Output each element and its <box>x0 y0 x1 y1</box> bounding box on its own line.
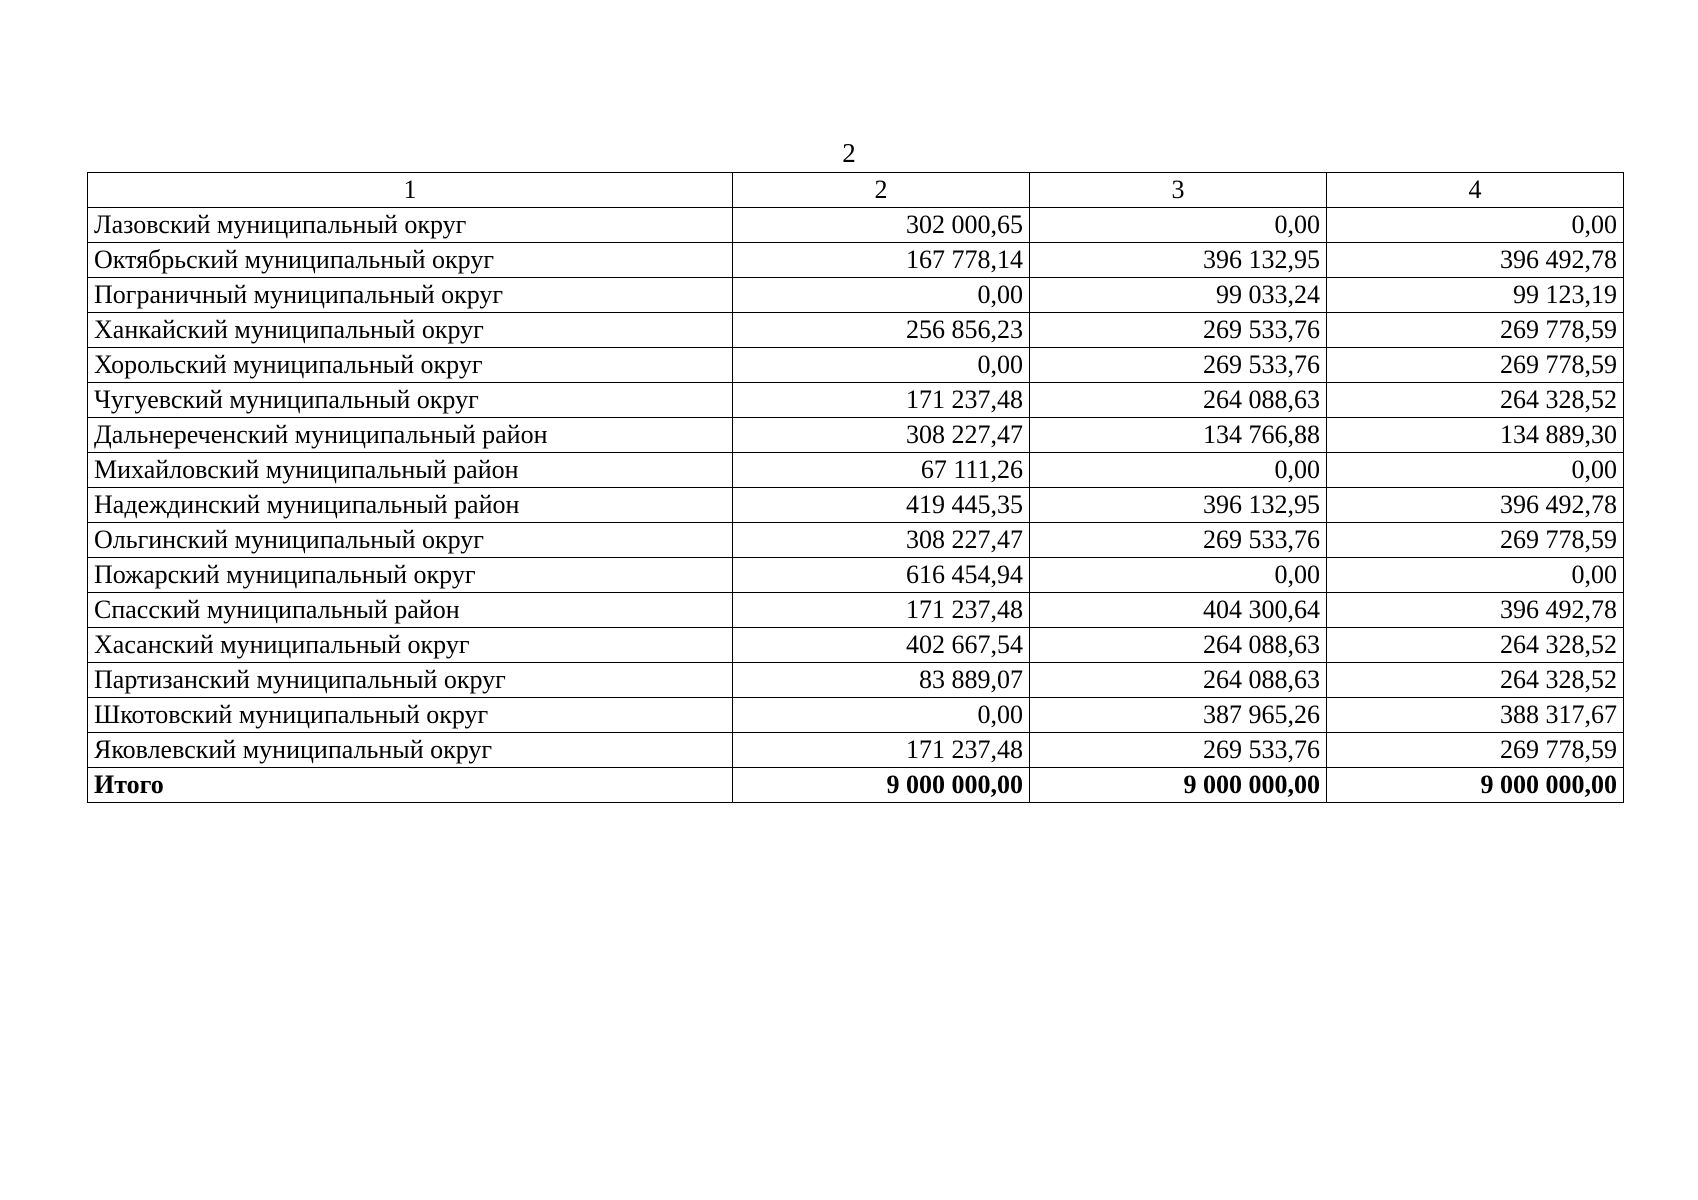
table-row <box>88 558 1624 593</box>
district-name: Партизанский муниципальный округ <box>88 663 733 698</box>
district-name: Спасский муниципальный район <box>88 593 733 628</box>
value-col-2: 0,00 <box>733 698 1030 733</box>
value-col-2: 0,00 <box>733 278 1030 313</box>
table-row <box>88 348 1624 383</box>
value-col-3: 134 766,88 <box>1030 418 1327 453</box>
value-col-4: 264 328,52 <box>1327 383 1624 418</box>
table-row <box>88 733 1624 768</box>
value-col-4: 99 123,19 <box>1327 278 1624 313</box>
district-name: Хасанский муниципальный округ <box>88 628 733 663</box>
value-col-2: 167 778,14 <box>733 243 1030 278</box>
value-col-3: 269 533,76 <box>1030 523 1327 558</box>
value-col-4: 396 492,78 <box>1327 243 1624 278</box>
district-name: Ольгинский муниципальный округ <box>88 523 733 558</box>
value-col-3: 264 088,63 <box>1030 663 1327 698</box>
value-col-2: 302 000,65 <box>733 208 1030 243</box>
page-number: 2 <box>842 138 856 168</box>
table-body <box>88 173 1624 803</box>
value-col-2: 419 445,35 <box>733 488 1030 523</box>
table-row <box>88 488 1624 523</box>
header-row <box>88 173 1624 208</box>
header-cell-4: 4 <box>1327 173 1624 208</box>
value-col-2: 256 856,23 <box>733 313 1030 348</box>
district-name: Надеждинский муниципальный район <box>88 488 733 523</box>
table-row <box>88 418 1624 453</box>
value-col-4: 396 492,78 <box>1327 488 1624 523</box>
district-name: Хорольский муниципальный округ <box>88 348 733 383</box>
value-col-2: 616 454,94 <box>733 558 1030 593</box>
value-col-2: 83 889,07 <box>733 663 1030 698</box>
value-col-2: 171 237,48 <box>733 733 1030 768</box>
district-name: Ханкайский муниципальный округ <box>88 313 733 348</box>
value-col-3: 0,00 <box>1030 208 1327 243</box>
table-row <box>88 663 1624 698</box>
table-row <box>88 698 1624 733</box>
value-col-3: 269 533,76 <box>1030 313 1327 348</box>
value-col-2: 0,00 <box>733 348 1030 383</box>
value-col-4: 0,00 <box>1327 558 1624 593</box>
value-col-4: 269 778,59 <box>1327 348 1624 383</box>
value-col-4: 269 778,59 <box>1327 523 1624 558</box>
district-name: Чугуевский муниципальный округ <box>88 383 733 418</box>
value-col-4: 264 328,52 <box>1327 628 1624 663</box>
value-col-2: 308 227,47 <box>733 523 1030 558</box>
table-row <box>88 628 1624 663</box>
district-name: Лазовский муниципальный округ <box>88 208 733 243</box>
value-col-4: 0,00 <box>1327 208 1624 243</box>
district-name: Яковлевский муниципальный округ <box>88 733 733 768</box>
value-col-4: 269 778,59 <box>1327 733 1624 768</box>
total-value-2: 9 000 000,00 <box>733 768 1030 803</box>
district-name: Пограничный муниципальный округ <box>88 278 733 313</box>
district-name: Дальнереченский муниципальный район <box>88 418 733 453</box>
total-value-3: 9 000 000,00 <box>1030 768 1327 803</box>
header-cell-1: 1 <box>88 173 733 208</box>
allocation-table <box>87 172 1624 803</box>
value-col-4: 269 778,59 <box>1327 313 1624 348</box>
value-col-3: 0,00 <box>1030 453 1327 488</box>
value-col-3: 396 132,95 <box>1030 488 1327 523</box>
value-col-4: 396 492,78 <box>1327 593 1624 628</box>
district-name: Шкотовский муниципальный округ <box>88 698 733 733</box>
table-row <box>88 453 1624 488</box>
value-col-3: 404 300,64 <box>1030 593 1327 628</box>
district-name: Октябрьский муниципальный округ <box>88 243 733 278</box>
value-col-3: 264 088,63 <box>1030 383 1327 418</box>
district-name: Пожарский муниципальный округ <box>88 558 733 593</box>
value-col-3: 99 033,24 <box>1030 278 1327 313</box>
value-col-3: 269 533,76 <box>1030 348 1327 383</box>
total-label: Итого <box>88 768 733 803</box>
value-col-3: 387 965,26 <box>1030 698 1327 733</box>
table-row <box>88 243 1624 278</box>
table-row <box>88 593 1624 628</box>
value-col-2: 402 667,54 <box>733 628 1030 663</box>
total-value-4: 9 000 000,00 <box>1327 768 1624 803</box>
table-row <box>88 278 1624 313</box>
value-col-2: 171 237,48 <box>733 593 1030 628</box>
value-col-3: 269 533,76 <box>1030 733 1327 768</box>
value-col-2: 67 111,26 <box>733 453 1030 488</box>
value-col-4: 134 889,30 <box>1327 418 1624 453</box>
table-row <box>88 208 1624 243</box>
value-col-4: 264 328,52 <box>1327 663 1624 698</box>
value-col-3: 0,00 <box>1030 558 1327 593</box>
value-col-4: 388 317,67 <box>1327 698 1624 733</box>
value-col-2: 308 227,47 <box>733 418 1030 453</box>
header-cell-3: 3 <box>1030 173 1327 208</box>
table-row <box>88 313 1624 348</box>
value-col-2: 171 237,48 <box>733 383 1030 418</box>
table-row <box>88 383 1624 418</box>
table-row <box>88 523 1624 558</box>
value-col-3: 264 088,63 <box>1030 628 1327 663</box>
total-row <box>88 768 1624 803</box>
header-cell-2: 2 <box>733 173 1030 208</box>
value-col-4: 0,00 <box>1327 453 1624 488</box>
district-name: Михайловский муниципальный район <box>88 453 733 488</box>
value-col-3: 396 132,95 <box>1030 243 1327 278</box>
